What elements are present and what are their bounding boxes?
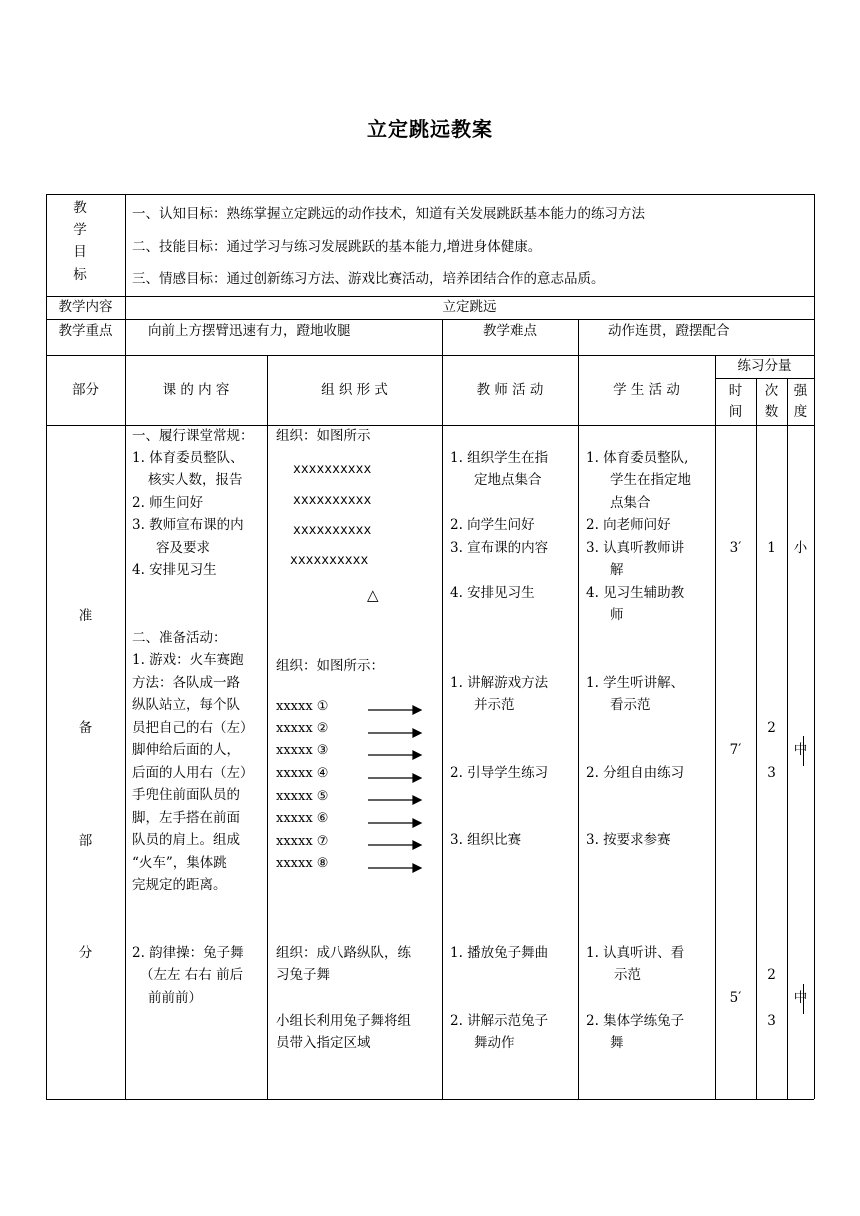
formation-row: xxxxxxxxxx (290, 553, 369, 568)
part-char: 部 (78, 833, 93, 849)
header-organization: 组 织 形 式 (321, 382, 388, 398)
routine-item: 3. 教师宣布课的内 (132, 517, 244, 533)
objective-skill: 二、技能目标：通过学习与练习发展跳跃的基本能力,增进身体健康。 (132, 239, 542, 255)
train-row: xxxxx ④ (276, 766, 329, 781)
objectives-label-char: 标 (73, 267, 87, 283)
routine-item: 核实人数，报告 (148, 472, 243, 488)
routine-time: 3′ (729, 540, 742, 556)
dance-org: 习兔子舞 (276, 967, 330, 983)
part-char: 分 (78, 945, 93, 961)
train-row: xxxxx ⑧ (276, 856, 329, 871)
student-activity: 3. 按要求参赛 (586, 832, 671, 848)
warmup-title: 二、准备活动： (132, 630, 227, 646)
header-student: 学 生 活 动 (613, 382, 680, 398)
teacher-position-symbol: △ (367, 586, 379, 604)
game-intensity: 中 (793, 742, 808, 758)
arrow-right-icon (413, 841, 421, 849)
header-intensity-char: 强 (793, 383, 808, 399)
header-time-char: 间 (728, 404, 743, 420)
train-row: xxxxx ③ (276, 743, 329, 758)
routine-title: 一、履行课堂常规： (132, 428, 254, 444)
teacher-activity: 定地点集合 (474, 472, 542, 488)
objectives-label-char: 目 (73, 244, 87, 260)
student-activity: 点集合 (610, 495, 651, 511)
intensity-mark (803, 984, 804, 1014)
teacher-activity: 舞动作 (474, 1035, 515, 1051)
header-load: 练习分量 (737, 358, 792, 374)
key-point-value: 向前上方摆臂迅速有力，蹬地收腿 (148, 323, 351, 339)
content-label: 教学内容 (58, 299, 113, 315)
teacher-activity: 2. 引导学生练习 (450, 765, 549, 781)
student-activity: 1. 认真听讲、看 (586, 945, 685, 961)
routine-item: 4. 安排见习生 (132, 562, 217, 578)
header-time-char: 时 (728, 383, 743, 399)
dance-org: 员带入指定区域 (276, 1035, 371, 1051)
game-title: 1. 游戏：火车赛跑 (132, 652, 244, 668)
game-line: “火车”，集体跳 (132, 855, 227, 871)
dance-line: （左左 右右 前后 (140, 967, 244, 983)
difficulty-value: 动作连贯，蹬摆配合 (608, 323, 730, 339)
arrow-right-icon (413, 819, 421, 827)
student-activity: 3. 认真听教师讲 (586, 540, 685, 556)
student-activity: 看示范 (610, 697, 651, 713)
routine-count: 1 (767, 540, 776, 556)
arrow-right-icon (413, 864, 421, 872)
part-char: 备 (78, 720, 93, 736)
student-activity: 2. 向老师问好 (586, 517, 671, 533)
formation-row: xxxxxxxxxx (293, 523, 372, 538)
student-activity: 1. 学生听讲解、 (586, 675, 685, 691)
dance-line: 2. 韵律操：兔子舞 (132, 945, 244, 961)
student-activity: 舞 (610, 1035, 624, 1051)
student-activity: 示范 (614, 967, 641, 983)
teacher-activity: 并示范 (474, 697, 515, 713)
game-line: 手兜住前面队员的 (132, 787, 240, 803)
game-line: 员把自己的右（左） (132, 720, 254, 736)
game-count: 3 (767, 765, 776, 781)
org-label: 组织：如图所示： (276, 658, 384, 674)
formation-row: xxxxxxxxxx (293, 493, 372, 508)
dance-intensity: 中 (793, 990, 808, 1006)
dance-line: 前前前） (148, 990, 202, 1006)
train-row: xxxxx ⑦ (276, 834, 329, 849)
content-value: 立定跳远 (442, 299, 497, 315)
org-label: 组织：如图所示 (276, 428, 371, 444)
objective-affective: 三、情感目标：通过创新练习方法、游戏比赛活动，培养团结合作的意志品质。 (132, 271, 605, 287)
header-teacher: 教 师 活 动 (476, 382, 544, 398)
game-line: 后面的人用右（左） (132, 765, 254, 781)
game-line: 脚伸给后面的人， (132, 742, 240, 758)
teacher-activity: 3. 组织比赛 (450, 832, 522, 848)
student-activity: 师 (610, 607, 624, 623)
game-line: 完规定的距离。 (132, 877, 227, 893)
teacher-activity: 1. 组织学生在指 (450, 450, 549, 466)
train-row: xxxxx ② (276, 721, 329, 736)
part-char: 准 (78, 608, 93, 624)
dance-org: 小组长利用兔子舞将组 (276, 1013, 411, 1029)
dance-org: 组织：成八路纵队，练 (276, 945, 411, 961)
dance-count: 2 (767, 967, 776, 983)
game-line: 队员的肩上。组成 (132, 832, 240, 848)
game-time: 7′ (729, 742, 742, 758)
header-intensity-char: 度 (793, 404, 808, 420)
teacher-activity: 1. 播放兔子舞曲 (450, 945, 549, 961)
teacher-activity: 2. 向学生问好 (450, 517, 535, 533)
train-row: xxxxx ⑥ (276, 811, 329, 826)
formation-row: xxxxxxxxxx (293, 462, 372, 477)
objectives-label-char: 学 (73, 222, 87, 238)
page-title: 立定跳远教案 (367, 117, 493, 141)
student-activity: 2. 分组自由练习 (586, 765, 685, 781)
teacher-activity: 3. 宣布课的内容 (450, 540, 549, 556)
train-row: xxxxx ⑤ (276, 789, 329, 804)
teacher-activity: 4. 安排见习生 (450, 585, 535, 601)
arrow-right-icon (413, 706, 421, 714)
routine-item: 2. 师生问好 (132, 495, 204, 511)
intensity-mark (803, 736, 804, 766)
objectives-label-char: 教 (73, 200, 87, 216)
game-count: 2 (767, 720, 776, 736)
student-activity: 2. 集体学练兔子 (586, 1013, 685, 1029)
arrow-right-icon (413, 774, 421, 782)
header-count-char: 次 (764, 383, 779, 399)
teacher-activity: 1. 讲解游戏方法 (450, 675, 549, 691)
difficulty-label: 教学难点 (483, 323, 537, 339)
arrow-right-icon (413, 729, 421, 737)
game-line: 纵队站立，每个队 (132, 697, 240, 713)
header-count-char: 数 (764, 404, 779, 420)
student-activity: 4. 见习生辅助教 (586, 585, 685, 601)
teacher-activity: 2. 讲解示范兔子 (450, 1013, 549, 1029)
header-content: 课 的 内 容 (162, 382, 230, 398)
routine-item: 1. 体育委员整队、 (132, 450, 244, 466)
student-activity: 1. 体育委员整队, (586, 450, 689, 466)
student-activity: 解 (610, 562, 624, 578)
dance-time: 5′ (729, 990, 742, 1006)
student-activity: 学生在指定地 (610, 472, 691, 488)
train-row: xxxxx ① (276, 699, 329, 714)
dance-count: 3 (767, 1013, 776, 1029)
game-line: 方法：各队成一路 (132, 675, 240, 691)
routine-item: 容及要求 (156, 540, 210, 556)
routine-intensity: 小 (793, 540, 808, 556)
objective-cognitive: 一、认知目标：熟练掌握立定跳远的动作技术，知道有关发展跳跃基本能力的练习方法 (132, 206, 645, 222)
header-part: 部分 (72, 382, 99, 398)
arrow-right-icon (413, 751, 421, 759)
arrow-right-icon (413, 796, 421, 804)
game-line: 脚，左手搭在前面 (132, 810, 240, 826)
key-point-label: 教学重点 (58, 323, 113, 339)
